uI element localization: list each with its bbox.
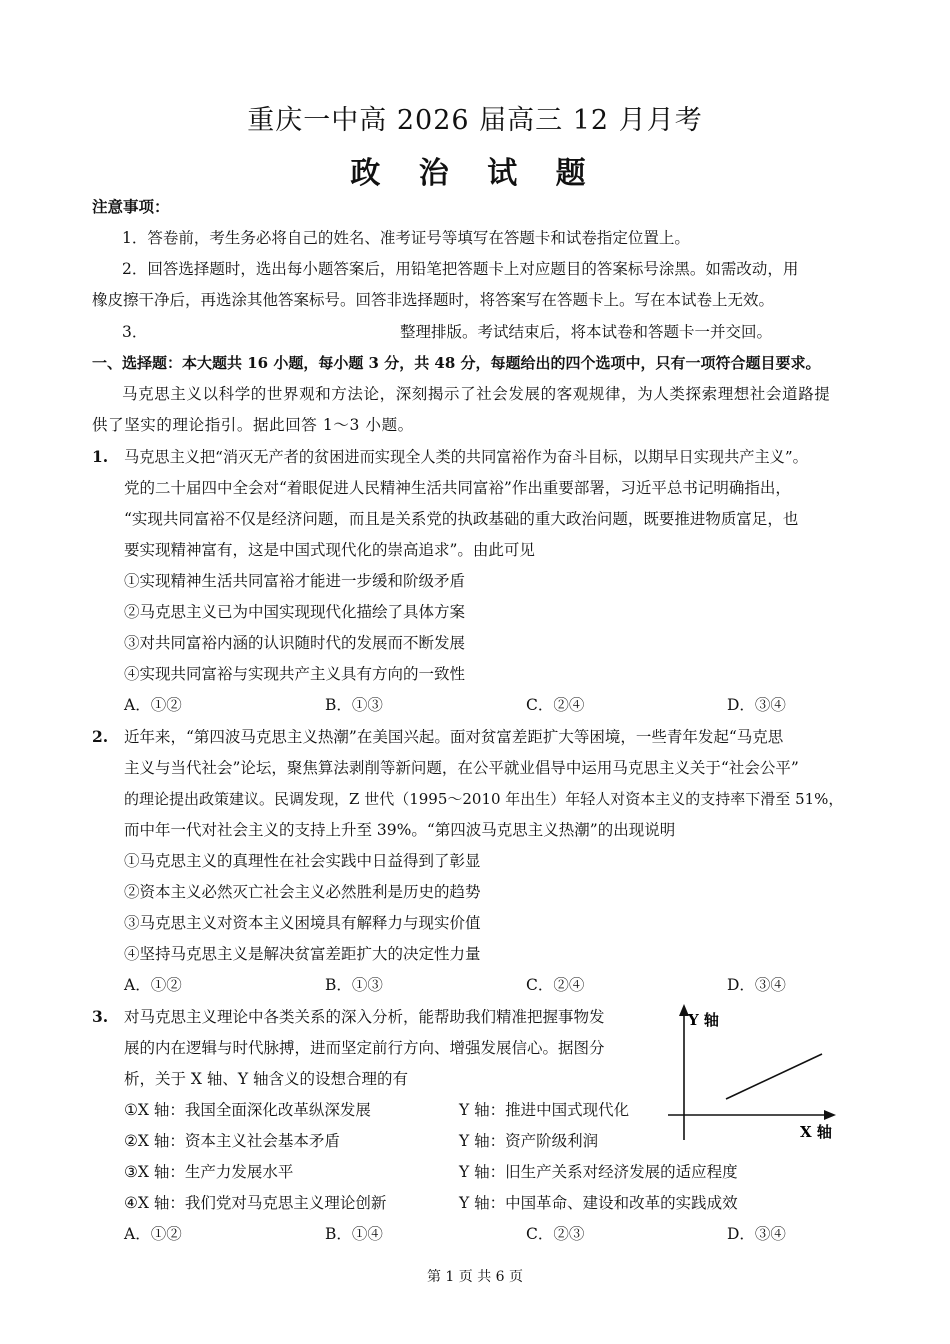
notice-item-2: 2．回答选择题时，选出每小题答案后，用铅笔把答题卡上对应题目的答案标号涂黑。如需改动，用 [122,260,799,278]
notice-item-2-cont: 橡皮擦干净后，再选涂其他答案标号。回答非选择题时，将答案写在答题卡上。写在本试卷上无效。 [92,291,775,309]
q2-stem-2: 主义与当代社会”论坛，聚焦算法剥削等新问题，在公平就业倡导中运用马克思主义关于“社会公平” [124,759,799,777]
exam-subtitle: 政 治 试 题 [350,156,600,191]
q1-stem-1: 马克思主义把“消灭无产者的贫困进而实现全人类的共同富裕作为奋斗目标，以期早日实现共产主义”。 [124,448,808,466]
q1-statement-3: ③对共同富裕内涵的认识随时代的发展而不断发展 [124,634,466,652]
x-axis-arrow [824,1110,836,1120]
q3-statement-3-x: ③X 轴：生产力发展水平 [124,1163,294,1181]
notice-item-3: 整理排版。考试结束后，将本试卷和答题卡一并交回。 [400,323,773,341]
q3-stem-3: 析，关于 X 轴、Y 轴含义的设想合理的有 [124,1070,409,1088]
q2-option-b[interactable]: B．①③ [325,976,383,994]
q3-number: 3. [92,1007,109,1026]
q1-statement-4: ④实现共同富裕与实现共产主义具有方向的一致性 [124,665,466,683]
q3-option-a[interactable]: A．①② [124,1225,182,1243]
q2-statement-1: ①马克思主义的真理性在社会实践中日益得到了彰显 [124,852,481,870]
q1-stem-2: 党的二十届四中全会对“着眼促进人民精神生活共同富裕”作出重要部署，习近平总书记明确指出， [124,479,791,497]
q3-stem-1: 对马克思主义理论中各类关系的深入分析，能帮助我们精准把握事物发 [124,1008,605,1026]
q3-option-b[interactable]: B．①④ [325,1225,383,1243]
exam-title: 重庆一中高 2026 届高三 12 月月考 [247,105,703,136]
q3-axis-figure [660,1000,850,1150]
q2-stem-3: 的理论提出政策建议。民调发现，Z 世代（1995～2010 年出生）年轻人对资本主义的支持率下滑至 51%， [124,790,844,808]
q3-statement-3-y: Y 轴：旧生产关系对经济发展的适应程度 [459,1163,738,1181]
q3-statement-2-x: ②X 轴：资本主义社会基本矛盾 [124,1132,340,1150]
q1-statement-1: ①实现精神生活共同富裕才能进一步缓和阶级矛盾 [124,572,466,590]
section-heading: 一、选择题：本大题共 16 小题，每小题 3 分，共 48 分，每题给出的四个选项中，只有一项符合题目要求。 [92,354,821,372]
q2-number: 2. [92,727,109,746]
q2-statement-2: ②资本主义必然灭亡社会主义必然胜利是历史的趋势 [124,883,481,901]
q3-option-d[interactable]: D．③④ [727,1225,786,1243]
q2-statement-3: ③马克思主义对资本主义困境具有解释力与现实价值 [124,914,481,932]
q2-stem-1: 近年来，“第四波马克思主义热潮”在美国兴起。面对贫富差距扩大等困境，一些青年发起“马克思 [124,728,784,746]
q1-number: 1. [92,447,109,466]
q2-option-c[interactable]: C．②④ [526,976,585,994]
q1-option-d[interactable]: D．③④ [727,696,786,714]
y-axis-label: Y 轴 [688,1011,719,1029]
q2-option-a[interactable]: A．①② [124,976,182,994]
section-intro-1: 马克思主义以科学的世界观和方法论，深刻揭示了社会发展的客观规律，为人类探索理想社会道路提 [122,385,831,403]
trend-line [726,1054,822,1099]
q1-option-b[interactable]: B．①③ [325,696,383,714]
q3-statement-4-y: Y 轴：中国革命、建设和改革的实践成效 [459,1194,738,1212]
page-footer: 第 1 页 共 6 页 [426,1269,524,1285]
q3-option-c[interactable]: C．②③ [526,1225,585,1243]
q1-stem-3: “实现共同富裕不仅是经济问题，而且是关系党的执政基础的重大政治问题，既要推进物质富足，也 [124,510,799,528]
q2-statement-4: ④坚持马克思主义是解决贫富差距扩大的决定性力量 [124,945,481,963]
q3-stem-2: 展的内在逻辑与时代脉搏，进而坚定前行方向、增强发展信心。据图分 [124,1039,605,1057]
section-intro-2: 供了坚实的理论指引。据此回答 1～3 小题。 [92,416,414,434]
notice-item-3-num: 3． [122,323,148,341]
q3-statement-1-x: ①X 轴：我国全面深化改革纵深发展 [124,1101,371,1119]
q2-stem-4: 而中年一代对社会主义的支持上升至 39%。“第四波马克思主义热潮”的出现说明 [124,821,676,839]
q1-statement-2: ②马克思主义已为中国实现现代化描绘了具体方案 [124,603,466,621]
q3-statement-4-x: ④X 轴：我们党对马克思主义理论创新 [124,1194,387,1212]
q1-stem-4: 要实现精神富有，这是中国式现代化的崇高追求”。由此可见 [124,541,535,559]
q2-option-d[interactable]: D．③④ [727,976,786,994]
q1-option-c[interactable]: C．②④ [526,696,585,714]
notice-heading: 注意事项： [92,197,170,216]
q3-statement-1-y: Y 轴：推进中国式现代化 [459,1101,630,1119]
q3-statement-2-y: Y 轴：资产阶级利润 [459,1132,599,1150]
q1-option-a[interactable]: A．①② [124,696,182,714]
x-axis-label: X 轴 [800,1123,832,1141]
notice-item-1: 1．答卷前，考生务必将自己的姓名、准考证号等填写在答题卡和试卷指定位置上。 [122,229,690,247]
